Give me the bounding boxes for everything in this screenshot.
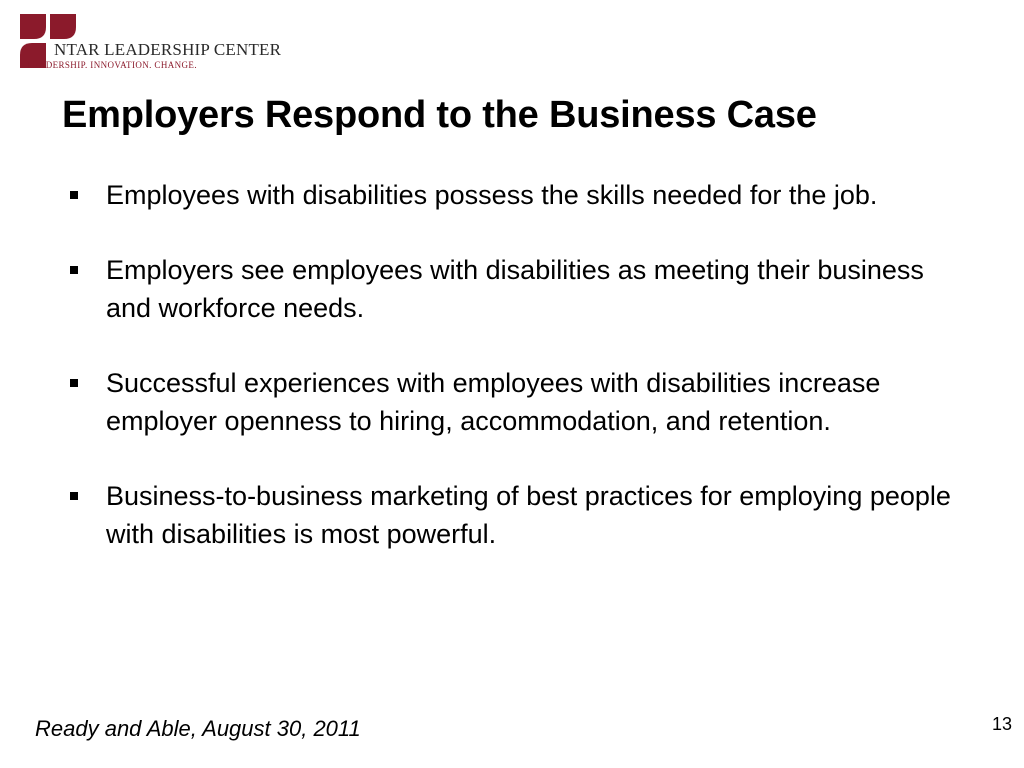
bullet-text: Business-to-business marketing of best practices for employing people with disabilities is most powerful. <box>106 481 951 549</box>
bullet-item <box>66 364 956 440</box>
bullet-item <box>66 176 956 214</box>
bullet-text: Employers see employees with disabilities as meeting their business and workforce needs. <box>106 255 924 323</box>
page-number: 13 <box>991 714 1012 734</box>
square-bullet-icon <box>70 266 78 274</box>
logo-tagline: LEADERSHIP. INNOVATION. CHANGE. <box>27 60 197 70</box>
bullet-list <box>66 176 956 590</box>
square-bullet-icon <box>70 379 78 387</box>
square-bullet-icon <box>70 191 78 199</box>
logo-name: NTAR LEADERSHIP CENTER <box>54 40 282 59</box>
footer-caption: Ready and Able, August 30, 2011 <box>35 716 361 741</box>
ntar-logo <box>18 12 282 74</box>
slide-title: Employers Respond to the Business Case <box>62 94 817 136</box>
bullet-text: Successful experiences with employees with disabilities increase employer openness to hiring, accommodation, and retention. <box>106 368 881 436</box>
square-bullet-icon <box>70 492 78 500</box>
bullet-item <box>66 251 956 327</box>
bullet-text: Employees with disabilities possess the skills needed for the job. <box>106 180 878 210</box>
bullet-item <box>66 477 956 553</box>
